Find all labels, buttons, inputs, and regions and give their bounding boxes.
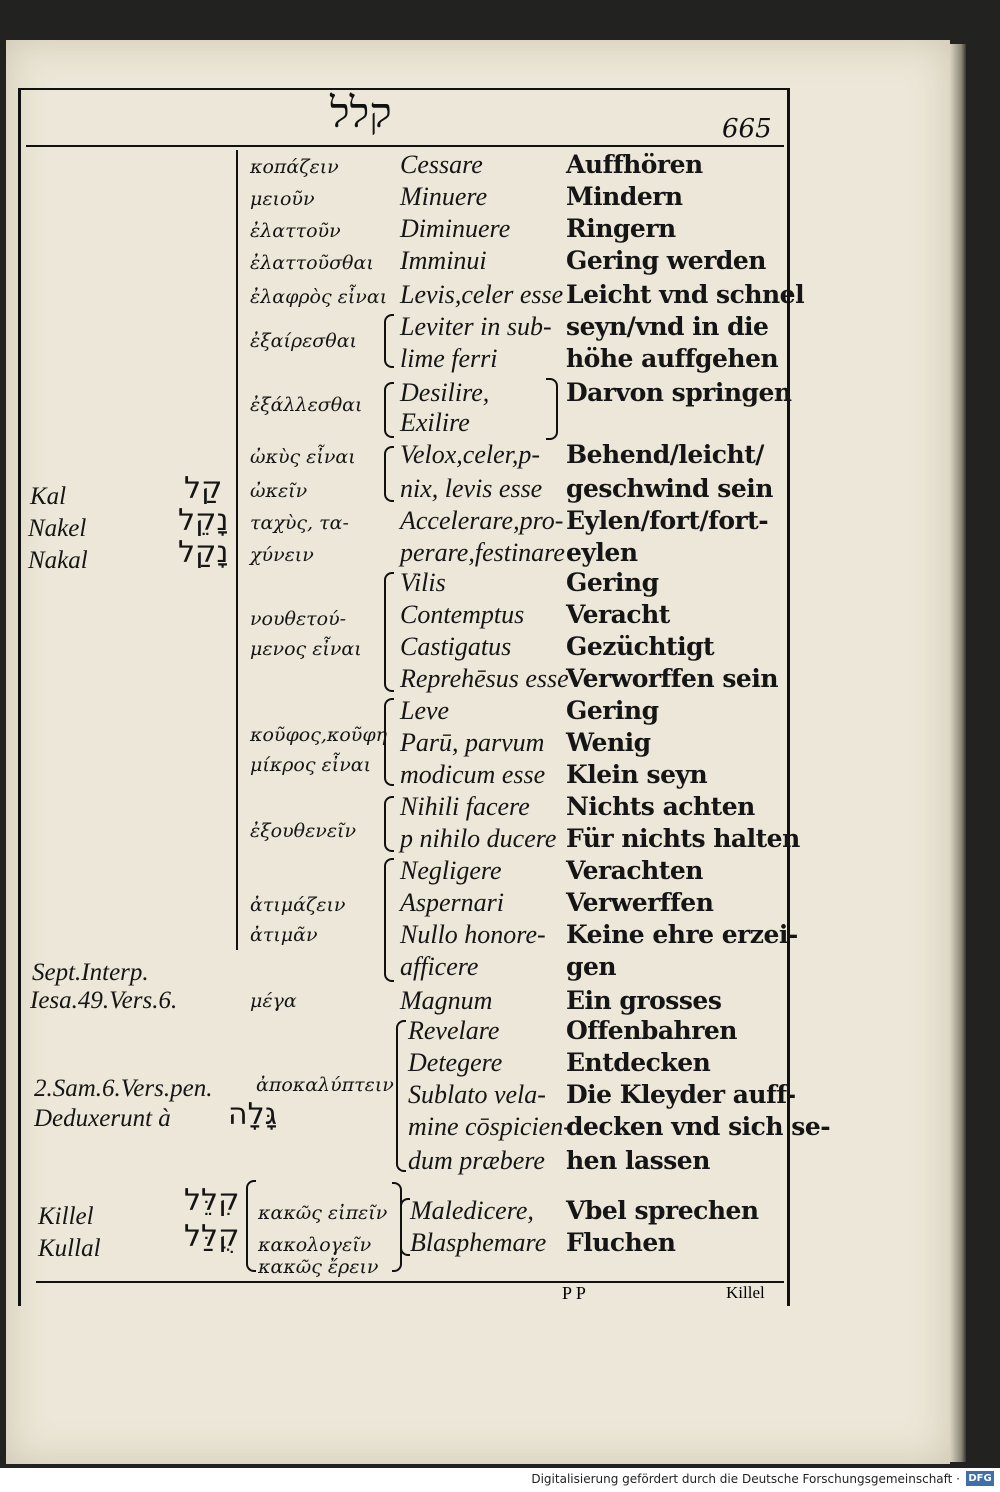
row-greek-cell: κακῶς ἔρειν [258, 1256, 379, 1278]
row-greek-cell: ἐξαίρεσθαι [250, 330, 357, 352]
row-greek-cell: μίκρος εἶναι [250, 754, 372, 776]
label-deduxerunt: Deduxerunt à [34, 1105, 171, 1132]
row-german-cell: gen [566, 952, 617, 981]
row-greek-cell: ἐλαφρὸς εἶναι [250, 286, 388, 308]
brace-leve [384, 698, 394, 786]
header-rule [26, 145, 784, 147]
row-latin-cell: Accelerare,pro- [400, 506, 564, 535]
row-german-cell: Gering [566, 696, 659, 725]
row-latin-cell: Sublato vela- [408, 1080, 546, 1109]
row-german-cell: Leicht vnd schnel [566, 280, 805, 309]
row-german-cell: geschwind sein [566, 474, 773, 503]
greek-column-rule [236, 150, 238, 950]
row-german-cell: Nichts achten [566, 792, 755, 821]
row-latin-cell: Exilire [400, 408, 470, 437]
row-latin-cell: Nihili facere [400, 792, 530, 821]
row-greek-cell: ἀτιμᾶν [250, 924, 318, 946]
row-latin-cell: Reprehēsus esse [400, 664, 569, 693]
row-latin-cell: Blasphemare [410, 1228, 547, 1257]
row-german-cell: Veracht [566, 600, 670, 629]
page-edge [950, 44, 966, 1462]
label-sept-interp: Sept.Interp. [32, 959, 149, 986]
row-greek-cell: ἀτιμάζειν [250, 894, 346, 916]
row-german-cell: seyn/vnd in die [566, 312, 769, 341]
row-greek-cell: ἀποκαλύπτειν [256, 1074, 394, 1096]
row-greek-cell: ὠκεῖν [250, 480, 308, 502]
row-latin-cell: Velox,celer,p- [400, 440, 541, 469]
label-nakel: Nakel [28, 515, 87, 542]
row-greek-cell: μειοῦν [250, 188, 315, 210]
row-latin-cell: Revelare [408, 1016, 500, 1045]
row-latin-cell: nix, levis esse [400, 474, 543, 503]
hebrew-gala: גָּלָה [228, 1097, 278, 1132]
row-latin-cell: dum præbere [408, 1146, 545, 1175]
row-latin-cell: mine cōspicien- [408, 1112, 572, 1141]
page-number: 665 [722, 114, 772, 144]
label-nakal: Nakal [28, 547, 88, 574]
row-latin-cell: Leve [400, 696, 450, 725]
row-german-cell: Darvon springen [566, 378, 792, 407]
label-kal: Kal [30, 483, 67, 510]
row-german-cell: Wenig [566, 728, 651, 757]
brace-maledicere [400, 1198, 410, 1256]
row-greek-cell: μέγα [250, 990, 297, 1012]
row-latin-cell: Levis,celer esse [400, 280, 564, 309]
brace-revelare [396, 1020, 406, 1172]
row-german-cell: Auffhören [566, 150, 703, 179]
brace-nihili [384, 796, 394, 852]
row-latin-cell: p nihilo ducere [400, 824, 557, 853]
row-german-cell: Gering werden [566, 246, 766, 275]
row-german-cell: Entdecken [566, 1048, 711, 1077]
brace-negligere [384, 858, 394, 982]
signature-mark: P P [562, 1283, 586, 1303]
row-german-cell: höhe auffgehen [566, 344, 779, 373]
hebrew-nakel: נָקֵל [178, 503, 229, 538]
row-german-cell: Ringern [566, 214, 676, 243]
hebrew-nakal: נָקַל [178, 535, 229, 570]
row-german-cell: eylen [566, 538, 638, 567]
digitization-credit: Digitalisierung gefördert durch die Deutsche Forschungsgemeinschaft · [531, 1472, 960, 1486]
row-greek-cell: ταχὺς, τα- [250, 512, 349, 534]
row-latin-cell: Aspernari [400, 888, 504, 917]
row-latin-cell: Vilis [400, 568, 446, 597]
row-greek-cell: μενος εἶναι [250, 638, 362, 660]
row-greek-cell: ὠκὺς εἶναι [250, 446, 356, 468]
row-german-cell: Verworffen sein [566, 664, 778, 693]
row-latin-cell: Magnum [400, 986, 493, 1015]
row-latin-cell: Cessare [400, 150, 483, 179]
row-german-cell: Für nichts halten [566, 824, 800, 853]
running-head-hebrew: קלל [330, 88, 392, 137]
row-greek-cell: ἐλαττοῦσθαι [250, 252, 374, 274]
row-greek-cell: χύνειν [250, 544, 314, 566]
row-greek-cell: κακολογεῖν [258, 1234, 372, 1256]
row-german-cell: Gering [566, 568, 659, 597]
row-german-cell: Offenbahren [566, 1016, 737, 1045]
row-greek-cell: κοπάζειν [250, 156, 339, 178]
brace-velox [384, 446, 394, 502]
row-greek-cell: ἐξουθενεῖν [250, 820, 357, 842]
row-latin-cell: Negligere [400, 856, 502, 885]
row-greek-cell: κοῦφος,κοῦφη [250, 724, 388, 746]
hebrew-kal: קַל [184, 471, 223, 506]
row-latin-cell: Maledicere, [410, 1196, 534, 1225]
row-latin-cell: Nullo honore- [400, 920, 546, 949]
row-german-cell: Vbel sprechen [566, 1196, 759, 1225]
row-german-cell: Ein grosses [566, 986, 722, 1015]
brace-desilire-right [546, 378, 558, 440]
row-german-cell: Die Kleyder auff- [566, 1080, 796, 1109]
row-latin-cell: Contemptus [400, 600, 525, 629]
label-killel: Killel [38, 1203, 94, 1230]
brace-leviter [384, 314, 394, 368]
row-latin-cell: modicum esse [400, 760, 546, 789]
hebrew-killel: קִלֵּל [184, 1183, 240, 1218]
row-greek-cell: ἐλαττοῦν [250, 220, 341, 242]
brace-killel-greek [246, 1180, 256, 1272]
row-german-cell: Gezüchtigt [566, 632, 715, 661]
catchword: Killel [726, 1283, 765, 1302]
row-german-cell: Eylen/fort/fort- [566, 506, 769, 535]
row-german-cell: Verachten [566, 856, 703, 885]
row-latin-cell: Desilire, [400, 378, 490, 407]
row-german-cell: decken vnd sich se- [566, 1112, 831, 1141]
label-iesa: Iesa.49.Vers.6. [30, 987, 178, 1014]
row-greek-cell: κακῶς εἰπεῖν [258, 1202, 388, 1224]
brace-desilire [384, 382, 394, 438]
row-german-cell: hen lassen [566, 1146, 710, 1175]
footer-rule [36, 1281, 784, 1283]
row-german-cell: Mindern [566, 182, 683, 211]
label-2sam: 2.Sam.6.Vers.pen. [34, 1075, 213, 1102]
hebrew-kullal: קֻלַּל [184, 1219, 240, 1254]
row-latin-cell: afficere [400, 952, 479, 981]
label-kullal: Kullal [38, 1235, 101, 1262]
row-greek-cell: νουθετού- [250, 608, 347, 630]
row-greek-cell: ἐξάλλεσθαι [250, 394, 363, 416]
row-latin-cell: lime ferri [400, 344, 498, 373]
row-german-cell: Keine ehre erzei- [566, 920, 798, 949]
row-latin-cell: Imminui [400, 246, 487, 275]
row-german-cell: Verwerffen [566, 888, 714, 917]
row-latin-cell: perare,festinare [400, 538, 565, 567]
row-latin-cell: Detegere [408, 1048, 503, 1077]
row-german-cell: Fluchen [566, 1228, 676, 1257]
brace-vilis [384, 572, 394, 692]
dfg-logo: DFG [966, 1471, 994, 1486]
row-latin-cell: Diminuere [400, 214, 511, 243]
row-latin-cell: Leviter in sub- [400, 312, 552, 341]
row-latin-cell: Minuere [400, 182, 488, 211]
row-german-cell: Klein seyn [566, 760, 708, 789]
row-german-cell: Behend/leicht/ [566, 440, 764, 469]
row-latin-cell: Castigatus [400, 632, 512, 661]
row-latin-cell: Parū, parvum [400, 728, 545, 757]
